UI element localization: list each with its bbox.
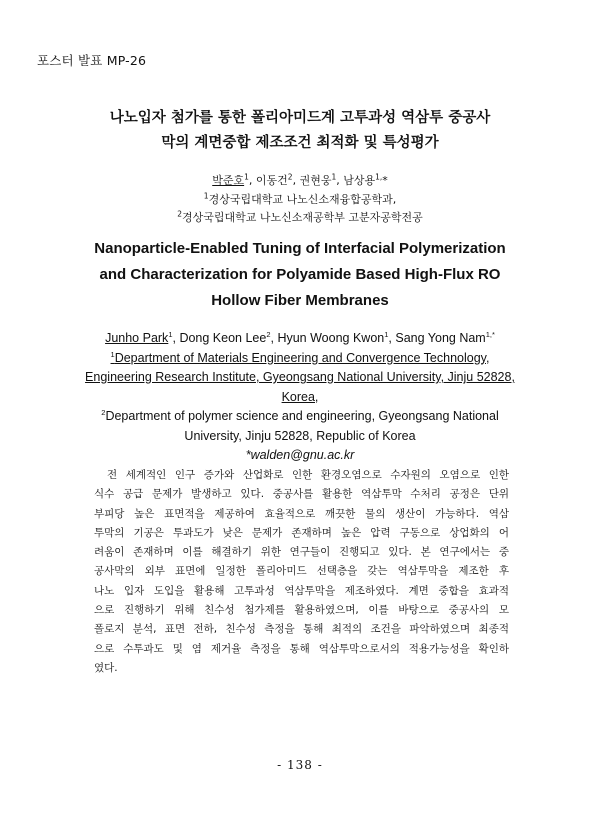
abstract-line: 폴로지 분석, 표면 전하, 친수성 측정을 통해 최적의 조건을 파악하였으며 최종적 xyxy=(94,623,509,636)
abstract-line: 공사막의 외부 표면에 일정한 폴리아미드 선택층을 갖는 역삼투막을 제조한 후 xyxy=(94,565,509,578)
english-affiliation-1-line: Engineering Research Institute, Gyeongsang National University, Jinju 52828, xyxy=(85,370,515,384)
author-name: 이동건 xyxy=(255,174,288,187)
english-author-block xyxy=(60,329,540,466)
author-name: 권현웅 xyxy=(299,174,332,187)
abstract-line: 전 세계적인 인구 증가와 산업화로 인한 환경오염으로 수자원의 오염으로 인한 xyxy=(107,469,509,481)
affiliation-mark: 1 xyxy=(110,349,115,359)
english-title xyxy=(40,236,560,314)
author-affiliation-mark: 1 xyxy=(384,329,389,339)
author xyxy=(395,331,495,345)
author-name: Dong Keon Lee xyxy=(179,331,267,345)
english-title-line: Hollow Fiber Membranes xyxy=(211,292,389,309)
author-separator: , xyxy=(172,331,180,345)
corresponding-email: *walden@gnu.ac.kr xyxy=(245,448,355,462)
author-affiliation-mark: 2 xyxy=(266,329,271,339)
english-affiliation-2-line: University, Jinju 52828, Republic of Korea xyxy=(184,428,416,443)
affiliation-mark: 2 xyxy=(101,407,106,417)
affiliation-line: Department of polymer science and engineering, Gyeongsang National xyxy=(105,409,499,423)
author xyxy=(277,331,395,345)
korean-author-list xyxy=(40,172,560,191)
english-title-line: Nanoparticle-Enabled Tuning of Interfacial Polymerization xyxy=(94,240,506,257)
author xyxy=(105,331,179,345)
author xyxy=(179,331,277,345)
author xyxy=(256,174,300,187)
author-name: Junho Park xyxy=(105,331,169,345)
english-affiliation-1 xyxy=(60,349,540,369)
abstract-line: 였다. xyxy=(94,661,118,674)
author-separator: , xyxy=(388,331,396,345)
english-affiliation-1-line: Korea, xyxy=(281,389,319,404)
korean-affiliation xyxy=(40,191,560,210)
abstract-line: 으로 수투과도 및 염 제거율 측정을 통해 역삼투막으로서의 적용가능성을 확인하 xyxy=(94,642,509,655)
abstract-line: 투막의 기공은 투과도가 낮은 문제가 존재하며 높은 압력 구동으로 상업화의 어 xyxy=(94,526,509,539)
author-name: Hyun Woong Kwon xyxy=(277,331,385,345)
korean-affiliation xyxy=(40,209,560,228)
korean-title-line: 나노입자 첨가를 통한 폴리아미드계 고투과성 역삼투 중공사 xyxy=(109,110,491,126)
author-separator: , xyxy=(292,174,300,187)
korean-title xyxy=(40,106,560,156)
affiliation-text: 경상국립대학교 나노신소재공학부 고분자공학전공 xyxy=(182,211,423,224)
abstract-line: 식수 공급 문제가 발생하고 있다. 중공사를 활용한 역삼투막 수처리 공정은 단위 xyxy=(94,488,509,501)
page-number: - 138 - xyxy=(277,758,323,772)
english-title-line: and Characterization for Polyamide Based High-Flux RO xyxy=(99,266,501,283)
author xyxy=(212,174,256,187)
author-name: 남상용 xyxy=(343,174,376,187)
corresponding-author-mark: * xyxy=(382,174,388,187)
author-affiliation-mark: 1 xyxy=(168,329,173,339)
korean-title-line: 막의 계면중합 제조조건 최적화 및 특성평가 xyxy=(161,135,439,151)
author xyxy=(300,174,344,187)
poster-id: 포스터 발표 MP-26 xyxy=(37,53,147,68)
affiliation-mark: 2 xyxy=(177,209,182,219)
author-affiliation-mark: 1, xyxy=(375,172,383,182)
affiliation-text: 경상국립대학교 나노신소재융합공학과, xyxy=(208,192,397,206)
abstract-line: 나노 입자 도입을 활용해 고투과성 역삼투막을 제조하였다. 계면 중합을 효과적 xyxy=(94,584,509,597)
abstract-line: 려움이 존재하며 이를 해결하기 위한 연구들이 진행되고 있다. 본 연구에서는 중 xyxy=(94,546,509,559)
abstract-line: 으로 진행하기 위해 친수성 첨가제를 활용하였으며, 이를 바탕으로 중공사의 모 xyxy=(94,604,509,617)
author-separator: , xyxy=(336,174,344,187)
author-separator: , xyxy=(270,331,278,345)
author-separator: , xyxy=(248,174,256,187)
korean-author-block xyxy=(40,172,560,228)
author xyxy=(343,174,388,187)
affiliation-line: Department of Materials Engineering and Convergence Technology, xyxy=(114,350,490,365)
author-affiliation-mark: 2 xyxy=(287,172,293,182)
author-affiliation-mark: 1 xyxy=(331,172,337,182)
english-author-list xyxy=(60,329,540,349)
abstract-line: 부피당 높은 표면적을 제공하여 효율적으로 깨끗한 물의 생산이 가능하다. 역삼 xyxy=(94,507,509,520)
affiliation-mark: 1 xyxy=(203,190,209,200)
abstract-body xyxy=(94,466,509,678)
author-name: Sang Yong Nam xyxy=(395,331,486,345)
author-affiliation-mark: 1 xyxy=(244,172,249,182)
author-name: 박준호 xyxy=(212,174,245,187)
author-affiliation-mark: 1,* xyxy=(485,329,495,339)
english-affiliation-2 xyxy=(60,407,540,427)
